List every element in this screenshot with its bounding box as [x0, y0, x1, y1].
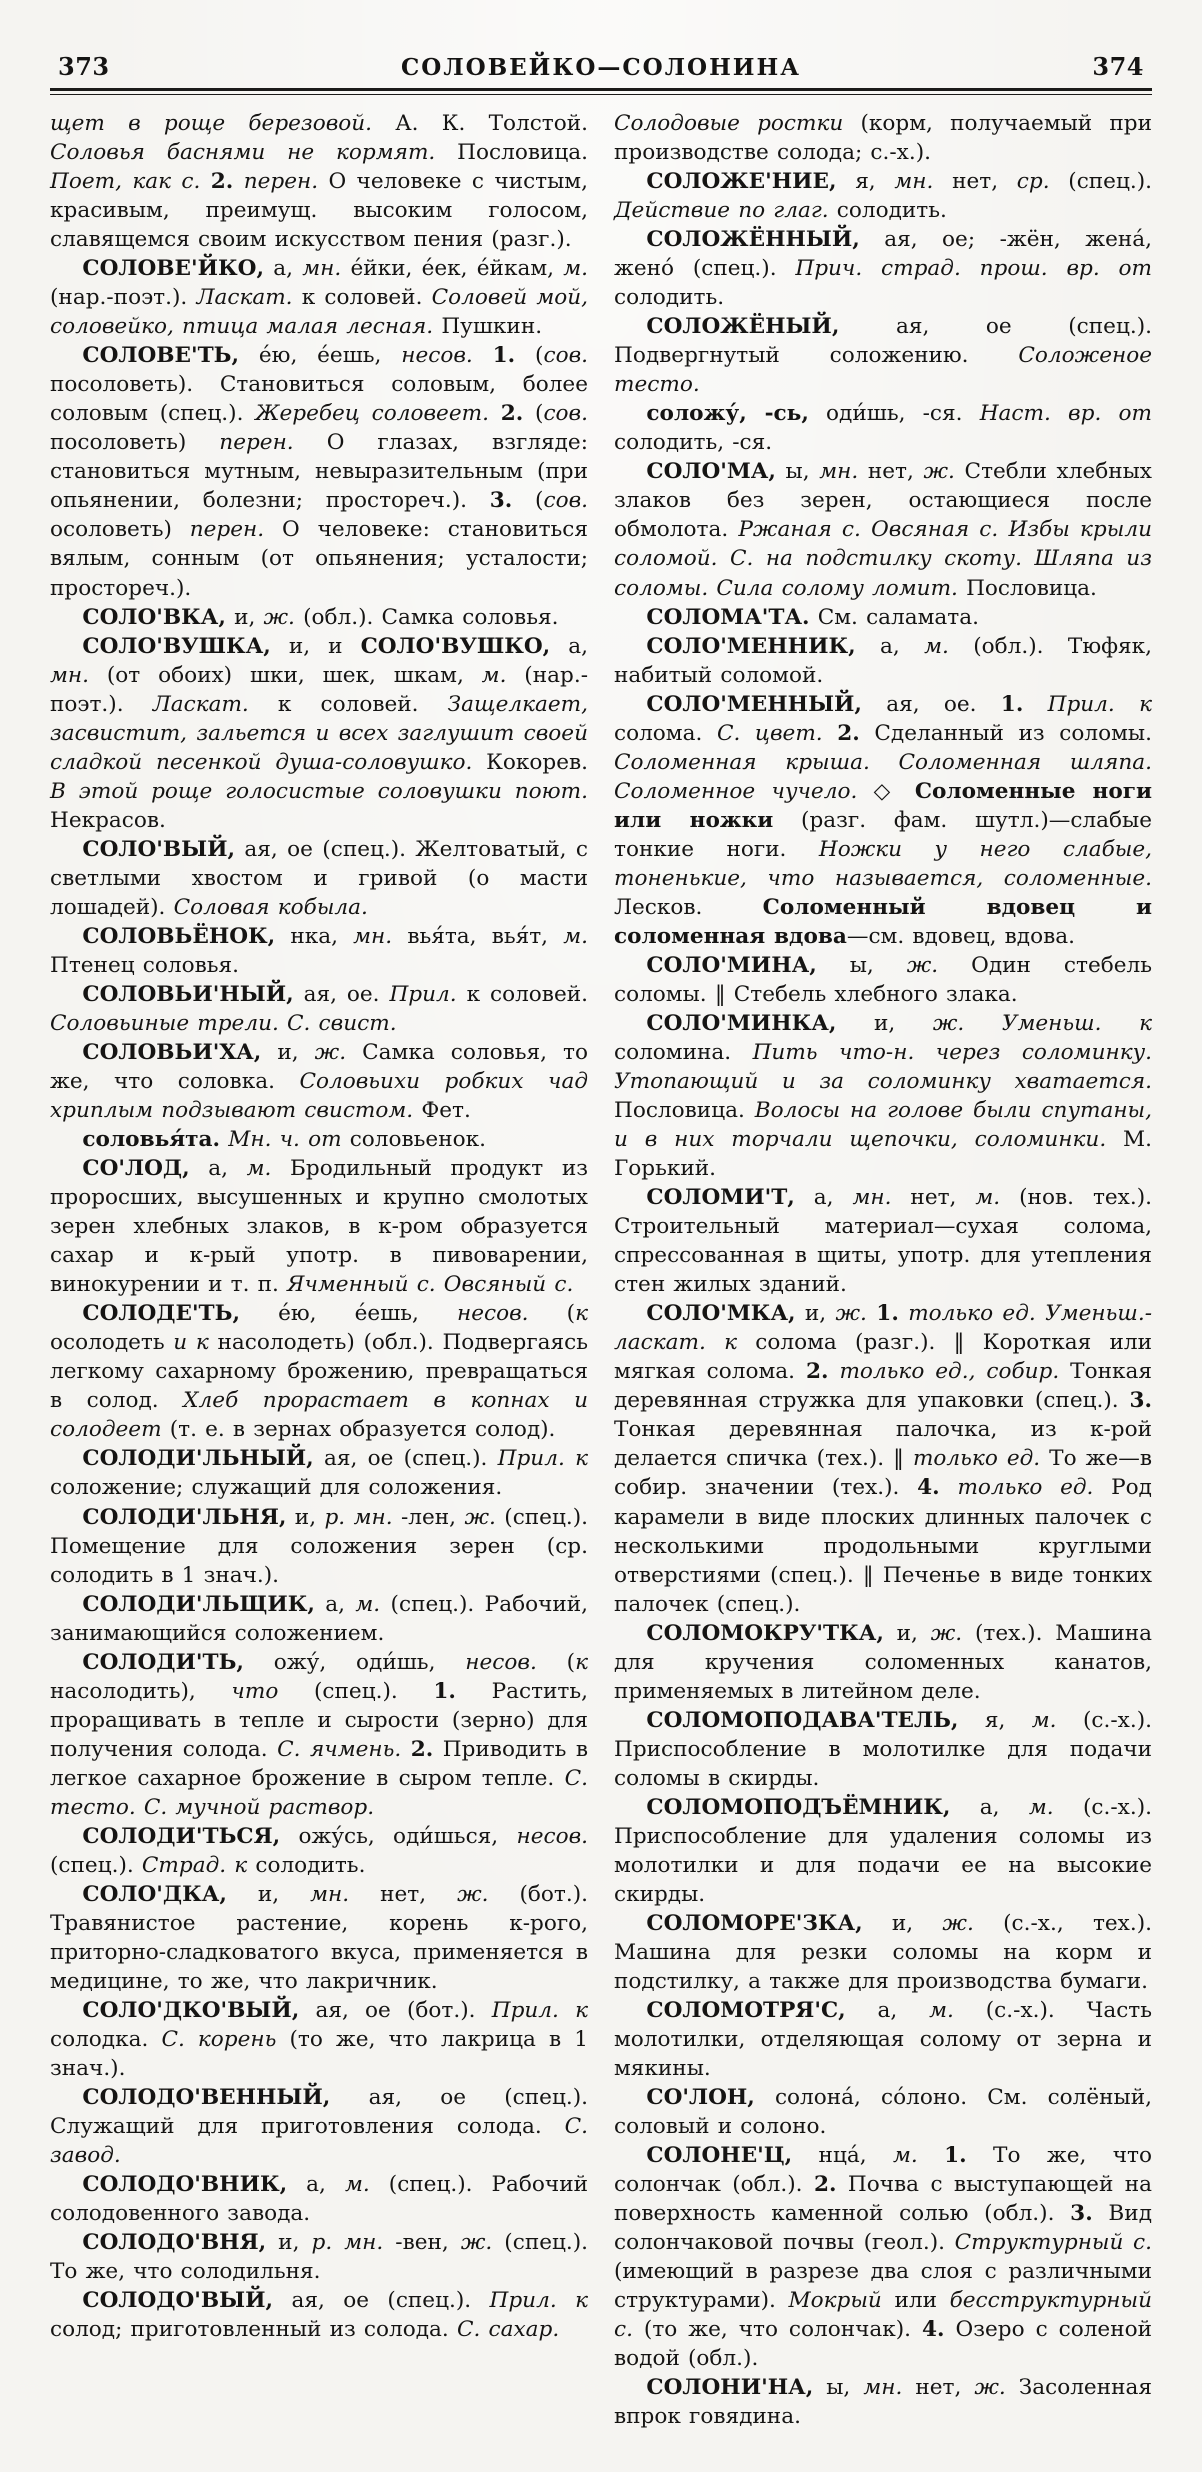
dictionary-entry: СОЛО'МА, ы, мн. нет, ж. Стебли хлебных злаков без зерен, остающиеся после обмолота. Ржаная с. Овсяная с. Избы крыли соломой. С. на подстилку скоту. Шляпа из соломы. Сила солому ломит. Пословица. — [614, 459, 1152, 601]
dictionary-entry: СОЛОДО'ВНЯ, и, р. мн. -вен, ж. (спец.). То же, что солодильня. — [50, 2230, 589, 2285]
dictionary-entry: СОЛОЖЁНЫЙ, ая, ое (спец.). Подвергнутый соложению. Соложеное тесто. — [614, 314, 1152, 398]
dictionary-entry: СО'ЛОН, солона́, со́лоно. См. солёный, соловый и солоно. — [614, 2085, 1152, 2140]
dictionary-entry: СОЛОНЕ'Ц, нца́, м. 1. То же, что солончак (обл.). 2. Почва с выступающей на поверхность каменной солью (обл.). 3. Вид солончаковой почвы (геол.). Структурный с. (имеющий в разрезе два слоя с различными структурами). Мокрый или бесструктурный с. (то же, что солончак). 4. Озеро с соленой водой (обл.). — [614, 2143, 1152, 2372]
dictionary-entry: СОЛОМА'ТА. См. саламата. — [646, 604, 979, 630]
left-column — [50, 109, 588, 2432]
dictionary-entry: СОЛОМИ'Т, а, мн. нет, м. (нов. тех.). Строительный материал—сухая солома, спрессованная в щиты, употр. для утепления стен жилых зданий. — [614, 1185, 1152, 1298]
dictionary-entry: СОЛОДИ'ЛЬНЯ, и, р. мн. -лен, ж. (спец.). Помещение для соложения зерен (ср. солодить в 1 знач.). — [50, 1504, 588, 1588]
dictionary-entry: СОЛОДО'ВЕННЫЙ, ая, ое (спец.). Служащий для приготовления солода. С. завод. — [50, 2085, 588, 2169]
page-number-left: 373 — [58, 52, 110, 81]
dictionary-entry: СОЛО'МЕННЫЙ, ая, ое. 1. Прил. к солома. С. цвет. 2. Сделанный из соломы. Соломенная крыша. Соломенная шляпа. Соломенное чучело. ◇ Соломенные ноги или ножки (разг. фам. шутл.)—слабые тонкие ноги. Ножки у него слабые, тоненькие, что называется, соломенные. Лесков. Соломенный вдовец и соломенная вдова—см. вдовец, вдова. — [614, 691, 1153, 949]
dictionary-entry: соловья́та. Мн. ч. от соловьенок. — [82, 1127, 486, 1153]
dictionary-entry: СОЛОВЕ'ТЬ, е́ю, е́ешь, несов. 1. (сов. посоловеть). Становиться соловым, более соловым (спец.). Жеребец соловеет. 2. (сов. посоловеть) перен. О глазах, взгляде: становиться мутным, невыразительным (при опьянении, болезни; простореч.). 3. (сов. осоловеть) перен. О человеке: становиться вялым, сонным (от опьянения; усталости; простореч.). — [50, 343, 588, 601]
text-columns — [50, 109, 1152, 2432]
dictionary-entry: СОЛО'МКА, и, ж. 1. только ед. Уменьш.-ласкат. к солома (разг.). ‖ Короткая или мягкая солома. 2. только ед., собир. Тонкая деревянная стружка для упаковки (спец.). 3. Тонкая деревянная палочка, из к-рой делается спичка (тех.). ‖ только ед. То же—в собир. значении (тех.). 4. только ед. Род карамели в виде плоских длинных палочек с несколькими продольными круглыми отверстиями (спец.). ‖ Печенье в виде тонких палочек (спец.). — [614, 1301, 1152, 1617]
dictionary-entry: СОЛОДИ'ТЬСЯ, ожу́сь, оди́шься, несов. (спец.). Страд. к солодить. — [50, 1823, 588, 1878]
dictionary-entry: СОЛО'ДКА, и, мн. нет, ж. (бот.). Травянистое растение, корень к-рого, приторно-сладковатого вкуса, применяется в медицине, то же, что лакричник. — [50, 1881, 588, 1994]
dictionary-entry: СОЛО'МИНКА, и, ж. Уменьш. к соломина. Пить что-н. через соломинку. Утопающий и за соломинку хватается. Пословица. Волосы на голове были спутаны, и в них торчали щепочки, соломинки. М. Горький. — [614, 1010, 1152, 1182]
dictionary-entry: СОЛОМОРЕ'ЗКА, и, ж. (с.-х., тех.). Машина для резки соломы на корм и подстилку, а также для производства бумаги. — [614, 1910, 1152, 1994]
page-number-right: 374 — [1092, 52, 1144, 81]
dictionary-entry: СОЛО'ВЫЙ, ая, ое (спец.). Желтоватый, с светлыми хвостом и гривой (о масти лошадей). Соловая кобыла. — [50, 836, 588, 920]
dictionary-entry: СОЛОВЬИ'ХА, и, ж. Самка соловья, то же, что соловка. Соловьихи робких чад хриплым подзывают свистом. Фет. — [50, 1040, 589, 1124]
right-column — [614, 109, 1152, 2432]
dictionary-entry: СОЛОВЕ'ЙКО, а, мн. е́йки, е́ек, е́йкам, м. (нар.-поэт.). Ласкат. к соловей. Соловей мой, соловейко, птица малая лесная. Пушкин. — [50, 256, 588, 340]
running-header — [50, 52, 1152, 81]
header-divider — [50, 88, 1152, 95]
dictionary-entry: СОЛО'ВКА, и, ж. (обл.). Самка соловья. — [82, 604, 559, 630]
dictionary-entry: СОЛО'МИНА, ы, ж. Один стебель соломы. ‖ Стебель хлебного злака. — [614, 952, 1152, 1007]
dictionary-entry: СОЛОДИ'ЛЬНЫЙ, ая, ое (спец.). Прил. к соложение; служащий для соложения. — [50, 1446, 588, 1501]
dictionary-entry: СОЛОМОКРУ'ТКА, и, ж. (тех.). Машина для кручения соломенных канатов, применяемых в литейном деле. — [614, 1620, 1152, 1704]
dictionary-entry: СОЛОДО'ВЫЙ, ая, ое (спец.). Прил. к солод; приготовленный из солода. С. сахар. — [50, 2288, 589, 2343]
dictionary-entry: СО'ЛОД, а, м. Бродильный продукт из проросших, высушенных и крупно смолотых зерен хлебных злаков, в к-ром образуется сахар и к-рый употр. в пивоварении, винокурении и т. п. Ячменный с. Овсяный с. — [50, 1156, 588, 1298]
dictionary-entry: СОЛОДО'ВНИК, а, м. (спец.). Рабочий солодовенного завода. — [50, 2172, 588, 2227]
dictionary-entry: СОЛОВЬЁНОК, нка, мн. вья́та, вья́т, м. Птенец соловья. — [50, 923, 588, 978]
dictionary-entry: СОЛО'ВУШКА, и, и СОЛО'ВУШКО, а, мн. (от обоих) шки, шек, шкам, м. (нар.-поэт.). Ласкат. к соловей. Защелкает, засвистит, зальется и всех заглушит своей сладкой песенкой душа-соловушко. Кокорев. В этой роще голосистые соловушки поют. Некрасов. — [50, 633, 589, 833]
dictionary-entry: СОЛО'МЕННИК, а, м. (обл.). Тюфяк, набитый соломой. — [614, 633, 1152, 688]
dictionary-entry: СОЛОМОТРЯ'С, а, м. (с.-х.). Часть молотилки, отделяющая солому от зерна и мякины. — [614, 1998, 1152, 2082]
dictionary-entry: щет в роще березовой. А. К. Толстой. Соловья баснями не кормят. Пословица. Поет, как с. 2. перен. О человеке с чистым, красивым, преимущ. высоким голосом, славящемся своим искусством пения (разг.). — [50, 111, 588, 253]
dictionary-entry: СОЛОМОПОДЪЁМНИК, а, м. (с.-х.). Приспособление для удаления соломы из молотилки и для подачи ее на высокие скирды. — [614, 1794, 1153, 1907]
dictionary-entry: СОЛОЖЁННЫЙ, ая, ое; -жён, жена́, жено́ (спец.). Прич. страд. прош. вр. от солодить. — [614, 227, 1152, 311]
dictionary-entry: СОЛОМОПОДАВА'ТЕЛЬ, я, м. (с.-х.). Приспособление в молотилке для подачи соломы в скирды. — [614, 1707, 1152, 1791]
dictionary-entry: СОЛОДЕ'ТЬ, е́ю, е́ешь, несов. (к осолодеть и к насолодеть) (обл.). Подвергаясь легкому сахарному брожению, превращаться в солод. Хлеб прорастает в копнах и солодеет (т. е. в зернах образуется солод). — [50, 1301, 589, 1443]
dictionary-entry: СОЛОДИ'ЛЬЩИК, а, м. (спец.). Рабочий, занимающийся соложением. — [50, 1591, 588, 1646]
dictionary-entry: СОЛО'ДКО'ВЫЙ, ая, ое (бот.). Прил. к солодка. С. корень (то же, что лакрица в 1 знач.). — [50, 1998, 588, 2082]
dictionary-entry: СОЛОВЬИ'НЫЙ, ая, ое. Прил. к соловей. Соловьиные трели. С. свист. — [50, 981, 588, 1036]
dictionary-entry: СОЛОНИ'НА, ы, мн. нет, ж. Засоленная впрок говядина. — [614, 2375, 1152, 2430]
dictionary-entry: СОЛОЖЕ'НИЕ, я, мн. нет, ср. (спец.). Действие по глаг. солодить. — [614, 169, 1152, 224]
page-title: СОЛОВЕЙКО—СОЛОНИНА — [400, 54, 801, 81]
dictionary-entry: Солодовые ростки (корм, получаемый при производстве солода; с.-х.). — [614, 111, 1152, 166]
dictionary-entry: СОЛОДИ'ТЬ, ожу́, оди́шь, несов. (к насолодить), что (спец.). 1. Растить, проращивать в тепле и сырости (зерно) для получения солода. С. ячмень. 2. Приводить в легкое сахарное брожение в сыром тепле. С. тесто. С. мучной раствор. — [50, 1649, 588, 1820]
dictionary-entry: соложу́, -сь, оди́шь, -ся. Наст. вр. от солодить, -ся. — [614, 401, 1152, 456]
